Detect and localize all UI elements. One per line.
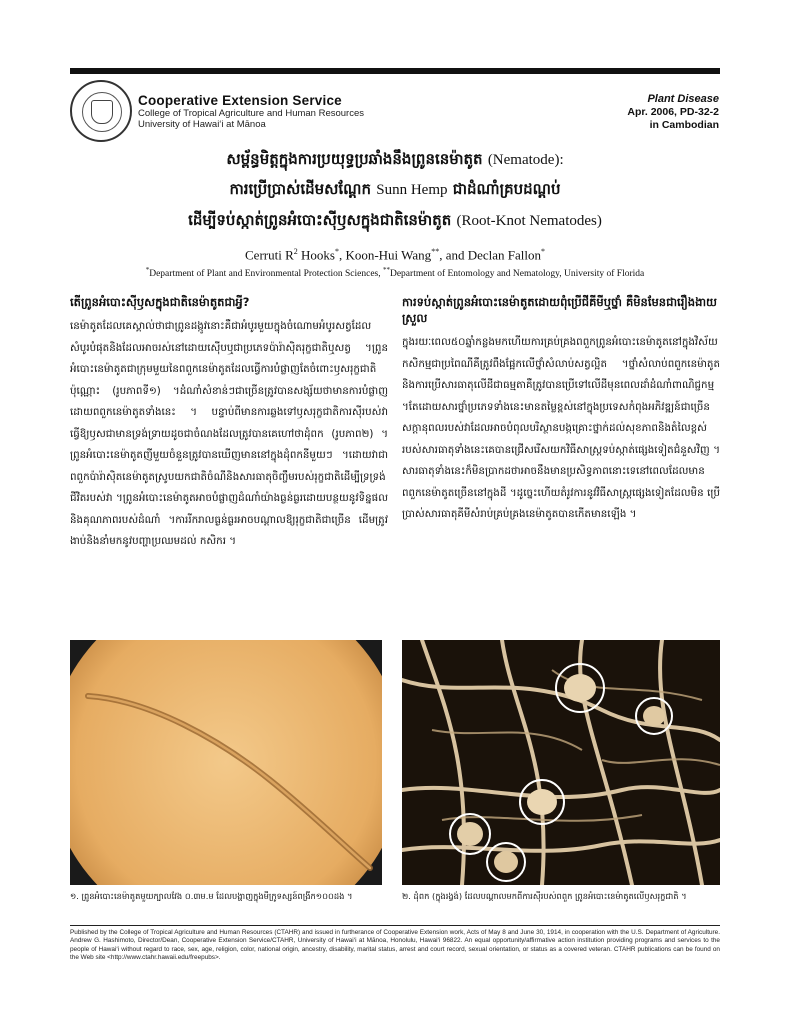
header-rule xyxy=(70,68,720,74)
title-line-1 xyxy=(70,150,720,172)
left-body: នេម៉ាតូតដែលគេស្គាល់ថាជាព្រូនដង្កូវនោះគឺជាអំបូរមួយក្នុងចំណោមអំបូរសត្វដែលសំបូរបំផុតនិងដែលអាចរស់នៅដោយស៊ើបឬជាប្រភេទប៉ារ៉ាស៊ិតរុក្ខជាតិឬសត្វ ។ព្រូនអំបោះនេម៉ាតូតជាក្រុមមួយនៃពពួកនេម៉ាតូតដែលធ្វើការបំផ្លាញតែចំពោះឫសរុក្ខជាតិប៉ុណ្ណោះ (រូបភាពទី១) ។ដំណាំសំខាន់ៗជាច្រើនត្រូវបានសង្ស័យថាមានការបំផ្លាញដោយពពួកនេម៉ាតូតទាំងនេះ ។ បន្ទាប់ពីមានការឆ្លងទៅឫសរុក្ខជាតិការស៊ីរបស់វាធ្វើឱ្យឫសជាមានទ្រង់ទ្រាយដូចជាចំណងដែលត្រូវបានគេហៅថាដុំពក (រូបភាព២) ។ព្រូនអំបោះនេម៉ាតូតញីមួយចំនួនត្រូវបានឃើញមាននៅក្នុងដុំពកនីមួយៗ ។ដោយវាជាពពួកប៉ារ៉ាស៊ិតនេម៉ាតូតស្រូបយកជាតិចំណីនិងសារធាតុចិញ្ចឹមរបស់រុក្ខជាតិដើម្បីទ្រទ្រង់ជីវិតរបស់វា ។ព្រូនអំបោះនេម៉ាតូតអាចបំផ្លាញដំណាំយ៉ាងធ្ងន់ធ្ងរដោយបន្ថយនូវទិន្នផលនិងគុណភាពរបស់ដំណាំ ។ការរីករាលធ្ងន់ធ្ងរអាចបណ្តាលឱ្យរុក្ខជាតិជាច្រើន ដើមត្រូវងាប់និងនាំមកនូវបញ្ហាប្រឈមដល់ កសិករ ។ xyxy=(70,320,388,547)
title-line-3 xyxy=(70,211,720,233)
figure-2-caption: ២. ដុំពក (ក្នុងរង្វង់) ដែលបណ្តាលមកពីការស៊ីរបស់ពពួក ព្រូនអំបោះនេម៉ាតូតលើឫសរុក្ខជាតិ ។ xyxy=(402,891,687,901)
figure-1-caption: ១. ព្រូនអំបោះនេម៉ាតូតមួយក្បាលវែង ០.៣ម.ម ដែលបង្ហាញក្នុងមីក្រូទស្សន៍ពង្រីក១០០ដង ។ xyxy=(70,891,353,901)
title-km-2a: ការប្រើប្រាស់ដើមសណ្តែក xyxy=(229,180,372,198)
right-heading: ការទប់ស្កាត់ព្រូនអំបោះនេម៉ាតូតដោយពុំប្រើជីគីមីឬថ្នាំ គឺមិនមែនជារឿងងាយស្រួល xyxy=(402,295,717,325)
figure-1-photo xyxy=(70,640,382,885)
right-body: ក្នុងរយៈពេល៥០ឆ្នាំកន្លងមកហើយការគ្រប់គ្រងពពួកព្រូនអំបោះនេម៉ាតូតនៅក្នុងវិស័យកសិកម្មជាប្រពៃណីគឺត្រូវពឹងផ្អែកលើថ្នាំសំលាប់សត្វល្អិត ។ថ្នាំសំលាប់ពពួកនេម៉ាតូតនិងការប្រើសារធាតុលើដីជាធម្មតាគឺត្រូវបានប្រើទៅលើដីមុនពេលដាំដំណាំពាណិជ្ជកម្ម ។តែដោយសារថ្នាំប្រភេទទាំងនេះមានតម្លៃខ្ពស់នៅក្នុងប្រទេសកំពុងអភិវឌ្ឍន៍ជាច្រើនសក្តានុពលរបស់វាដែលអាចបំពុលបរិស្ថានបង្កគ្រោះថ្នាក់ដល់សុខភាពនិងតំលៃខ្ពស់របស់សារធាតុទាំងនេះគេបានជ្រើសរើសយកវិធីសាស្ត្រទប់ស្កាត់ផ្សេងទៀតជំនួសវិញ ។សារធាតុទាំងនេះក៏មិនប្រាកដថាអាចនឹងមានប្រសិទ្ធភាពនោះទេនៅពេលដែលមានពពួកនេម៉ាតូតច្រើននៅក្នុងដី ។ដូច្នេះហើយតំរូវការនូវវិធីសាស្ត្រផ្សេងទៀតដែលមិន ប្រើប្រាស់សារធាតុគីមីសំរាប់គ្រប់គ្រងនេម៉ាតូតបានកើតមានឡើង ។ xyxy=(402,336,720,520)
right-column xyxy=(402,294,720,526)
affil-mark-2: ** xyxy=(382,266,390,274)
series-name: Plant Disease xyxy=(647,93,719,105)
root-galls-photo xyxy=(402,640,720,885)
authors xyxy=(70,247,720,263)
figure-2-photo xyxy=(402,640,720,885)
publication-info xyxy=(627,93,719,132)
affiliations xyxy=(70,266,720,279)
affiliation-2: Department of Entomology and Nematology, University of Florida xyxy=(389,269,645,280)
author-3-mark: * xyxy=(541,247,545,256)
author-1-surname: Hooks xyxy=(297,247,335,263)
title-en-3: (Root-Knot Nematodes) xyxy=(456,213,602,229)
title-km-1: សម្ព័ន្ធមិត្តក្នុងការប្រយុទ្ធប្រឆាំងនឹងព្រូននេម៉ាតូត xyxy=(226,150,483,168)
affiliation-1: Department of Plant and Environmental Protection Sciences, xyxy=(149,269,383,280)
title-line-2 xyxy=(70,180,720,202)
university-name: University of Hawai‘i at Mānoa xyxy=(138,119,266,130)
nematode-micrograph xyxy=(70,640,382,885)
title-km-3: ដើម្បីទប់ស្កាត់ព្រូនអំបោះស៊ីឫសក្នុងជាតិនេម៉ាតូត xyxy=(188,211,452,229)
author-1-mark: * xyxy=(334,247,339,256)
title-en-2: Sunn Hemp xyxy=(376,182,448,198)
title-en-1: (Nematode): xyxy=(487,152,564,168)
left-heading: តើព្រូនអំបោះស៊ីឫសក្នុងជាតិនេម៉ាតូតជាអ្វី? xyxy=(70,295,250,309)
author-2-mark: ** xyxy=(431,247,440,256)
author-3: , and Declan Fallon xyxy=(439,247,541,263)
org-title: Cooperative Extension Service xyxy=(138,93,342,108)
publication-date: Apr. 2006, PD-32-2 xyxy=(627,106,719,118)
affil-mark-1: * xyxy=(145,266,150,274)
title-km-2b: ជាដំណាំគ្របដណ្តប់ xyxy=(452,180,561,198)
left-column xyxy=(70,294,388,553)
author-1: Cerruti R xyxy=(245,247,294,263)
publication-language: in Cambodian xyxy=(649,119,719,131)
footer-rule xyxy=(70,925,720,926)
org-subtitle xyxy=(138,108,364,130)
university-seal-icon xyxy=(70,80,132,142)
author-1-sup: 2 xyxy=(293,247,298,256)
footer-text: Published by the College of Tropical Agriculture and Human Resources (CTAHR) and issued in furtherance of Cooperative Extension work, Acts of May 8 and June 30, 1914, in cooperation with the U.S. Department of Agriculture. Andrew G. Hashimoto, Director/Dean, Cooperative Extension Service/CTAHR, University of Hawai‘i at Mānoa, Honolulu, Hawai‘i 96822. An equal opportunity/affirmative action institution providing programs and services to the people of Hawai‘i without regard to race, sex, age, religion, color, national origin, ancestry, disability, marital status, arrest and court record, sexual orientation, or status as a covered veteran. CTAHR publications can be found on the Web site <http://www.ctahr.hawaii.edu/freepubs>. xyxy=(70,929,720,962)
author-2: , Koon-Hui Wang xyxy=(338,247,432,263)
college-name: College of Tropical Agriculture and Human Resources xyxy=(138,108,365,119)
